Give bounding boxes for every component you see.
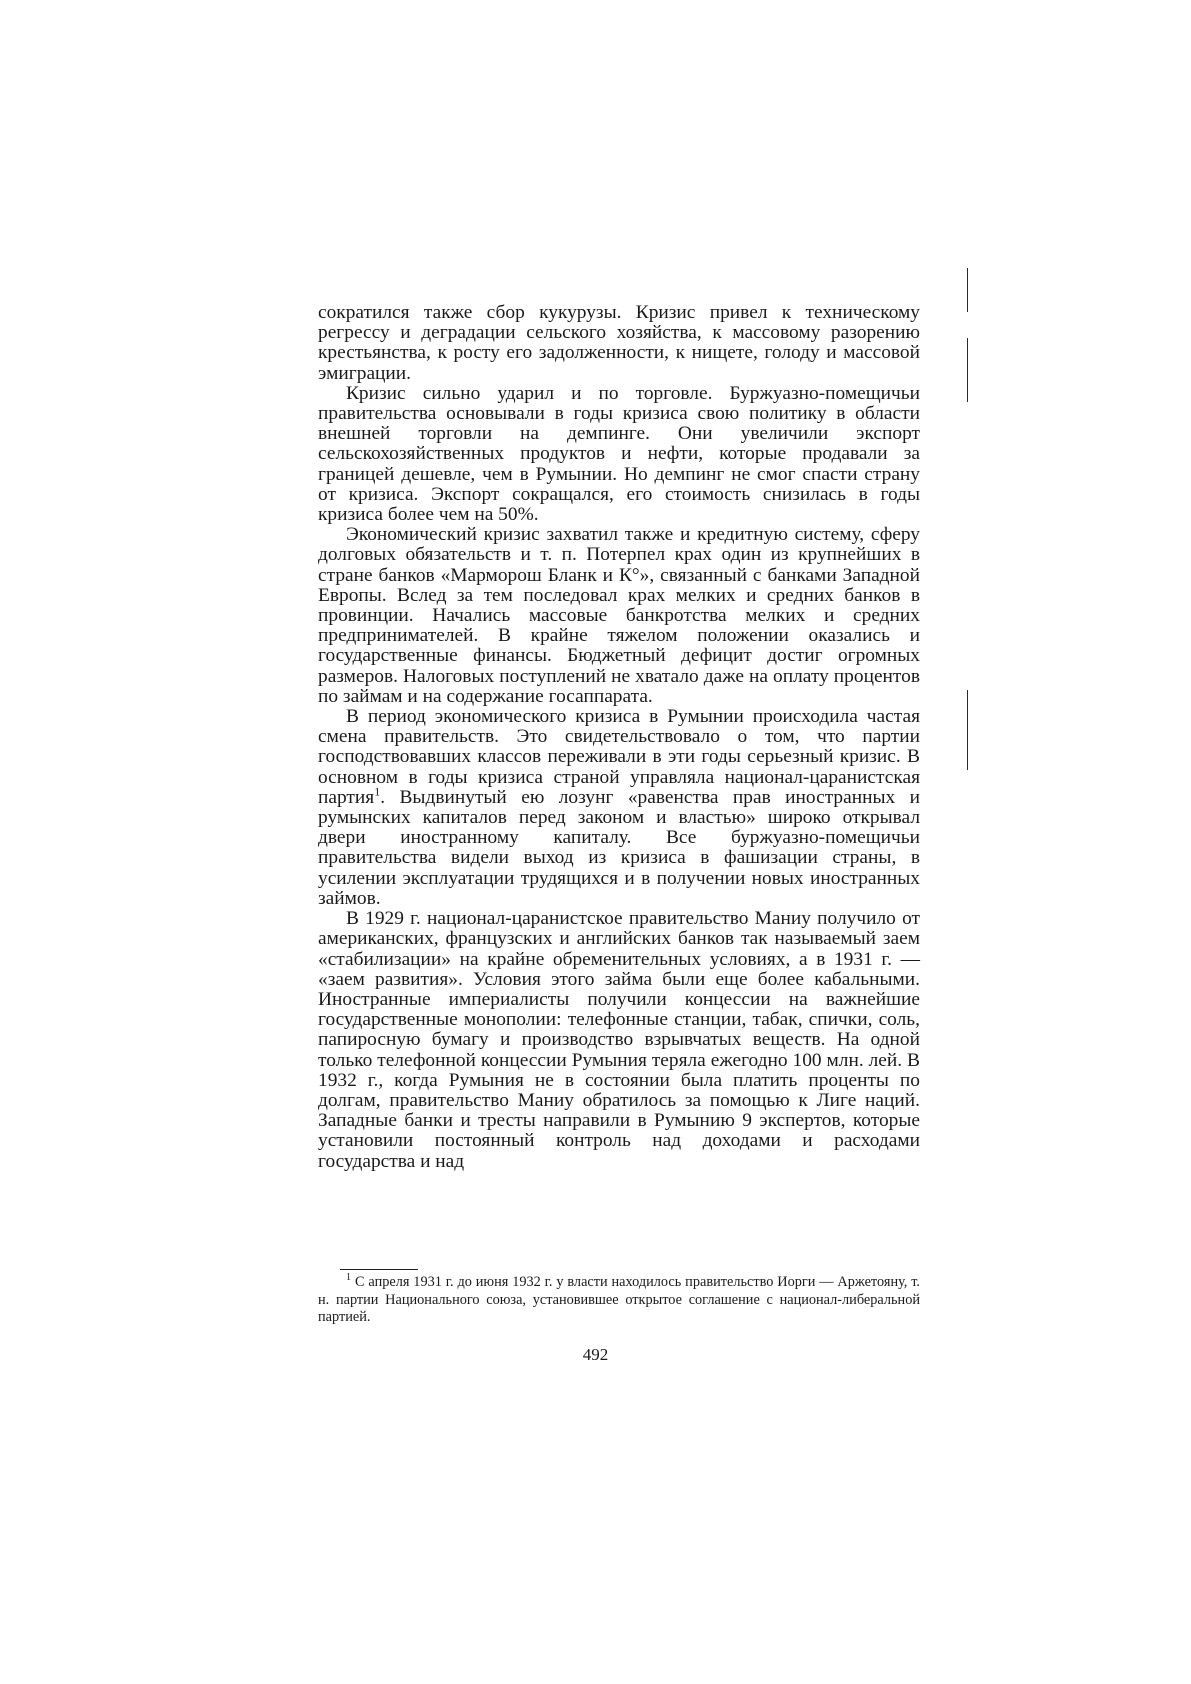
footnote-text: С апреля 1931 г. до июня 1932 г. у власти находилось правительство Иорги — Аржетояну, т. н. партии Национального союза, установившее открытое соглашение с национал-либеральной партией. bbox=[318, 1274, 920, 1325]
footnote-divider bbox=[340, 1269, 418, 1270]
paragraph: Кризис сильно ударил и по торговле. Буржуазно-помещичьи правительства основывали в годы кризиса свою политику в области внешней торговли на демпинге. Они увеличили экспорт сельскохозяйственных продуктов и нефти, которые продавали за границей дешевле, чем в Румынии. Но демпинг не смог спасти страну от кризиса. Экспорт сокращался, его стоимость снизилась в годы кризиса более чем на 50%. bbox=[318, 382, 920, 526]
margin-line-mark bbox=[967, 268, 968, 312]
margin-line-mark bbox=[967, 690, 968, 770]
paragraph: В 1929 г. национал-царанистское правительство Маниу получило от американских, французских и английских банков так называемый заем «стабилизации» на крайне обременительных условиях, а в 1931 г. — «заем развития». Условия этого займа были еще более кабальными. Иностранные империалисты получили концессии на важнейшие государственные монополии: телефонные станции, табак, спички, соль, папиросную бумагу и производство взрывчатых веществ. На одной только телефонной концессии Румыния теряла ежегодно 100 млн. лей. В 1932 г., когда Румыния не в состоянии была платить проценты по долгам, правительство Маниу обратилось за помощью к Лиге наций. Западные банки и тресты направили в Румынию 9 экспертов, которые установили постоянный контроль над доходами и расходами государства и над bbox=[318, 908, 920, 1172]
paragraph-with-footnote bbox=[318, 707, 920, 909]
page-number: 492 bbox=[582, 1345, 609, 1364]
paragraph-text: В период экономического кризиса в Румынии происходила частая смена правительств. Это свидетельствовало о том, что партии господствовавших классов переживали в эти годы серьезный кризис. В основном в годы кризиса страной управляла национал-царанистская партия bbox=[318, 706, 920, 808]
footnote-mark: 1 bbox=[346, 1272, 351, 1284]
footnotes bbox=[318, 1274, 920, 1327]
paragraph: сократился также сбор кукурузы. Кризис привел к техническому регрессу и деградации сельского хозяйства, к массовому разорению крестьянства, к росту его задолженности, к нищете, голоду и массовой эмиграции. bbox=[318, 302, 920, 384]
margin-line-mark bbox=[967, 338, 968, 402]
footnote bbox=[318, 1274, 920, 1327]
footnote-reference[interactable]: 1 bbox=[374, 784, 381, 799]
main-text bbox=[318, 303, 920, 1172]
paragraph: Экономический кризис захватил также и кредитную систему, сферу долговых обязательств и т. п. Потерпел крах один из крупнейших в стране банков «Марморош Бланк и К°», связанный с банками Западной Европы. Вслед за тем последовал крах мелких и средних банков в провинции. Начались массовые банкротства мелких и средних предпринимателей. В крайне тяжелом положении оказались и государственные финансы. Бюджетный дефицит достиг огромных размеров. Налоговых поступлений не хватало даже на оплату процентов по займам и на содержание госаппарата. bbox=[318, 524, 920, 707]
paragraph-text: . Выдвинутый ею лозунг «равенства прав иностранных и румынских капиталов перед законом и властью» широко открывал двери иностранному капиталу. Все буржуазно-помещичьи правительства видели выход из кризиса в фашизации страны, в усилении эксплуатации трудящихся и в получении новых иностранных займов. bbox=[318, 786, 920, 909]
